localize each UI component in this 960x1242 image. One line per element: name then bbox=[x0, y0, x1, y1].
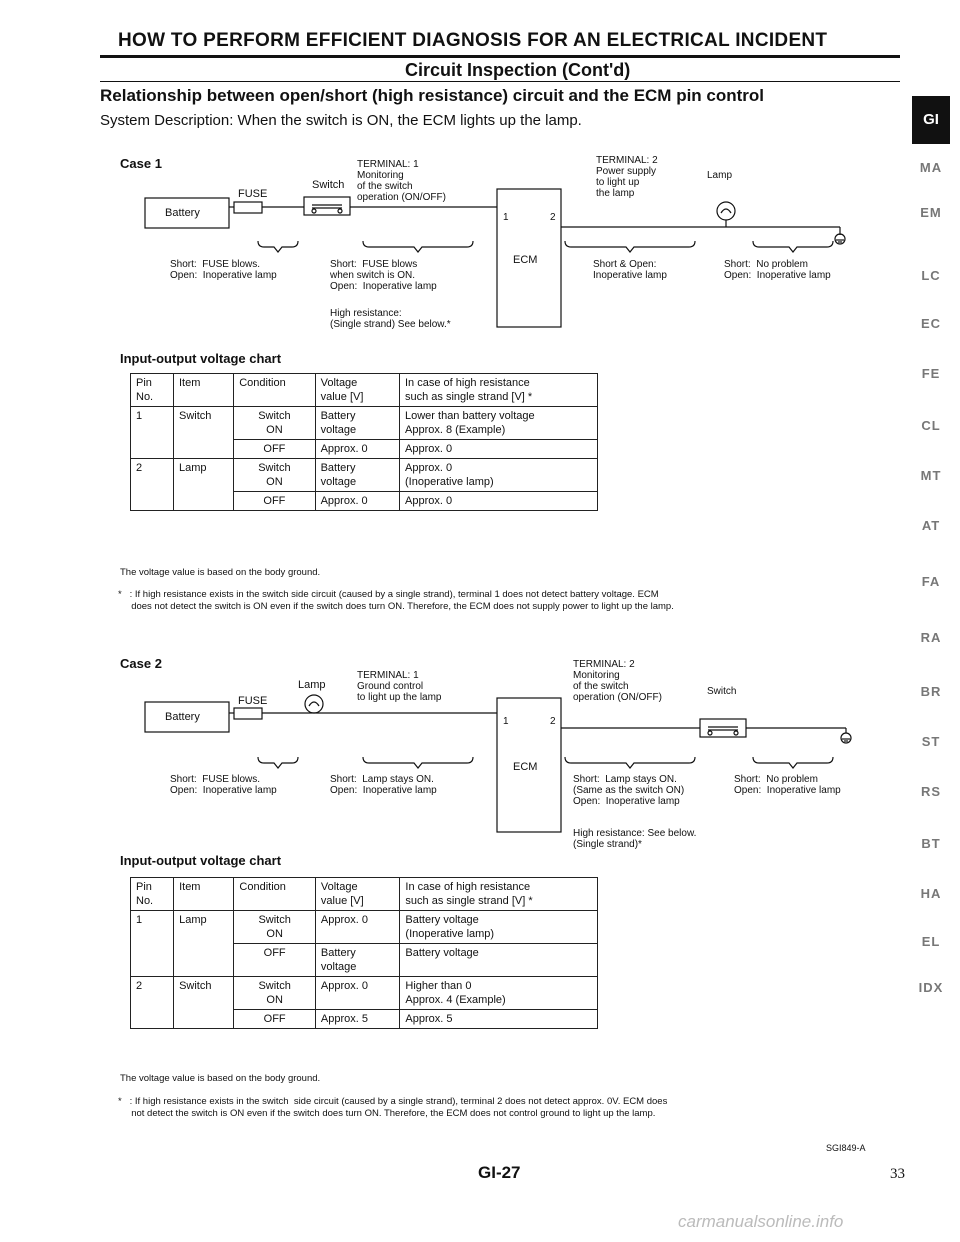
case1-switch-brace bbox=[363, 241, 473, 252]
page-header-title: HOW TO PERFORM EFFICIENT DIAGNOSIS FOR AN ELECTRICAL INCIDENT bbox=[118, 30, 828, 51]
case1-lamp-brace bbox=[753, 241, 833, 252]
case1-cell-item: Switch bbox=[174, 407, 234, 459]
case1-cell-off_hr: Approx. 0 bbox=[400, 492, 598, 511]
page-subtitle: Circuit Inspection (Cont'd) bbox=[405, 60, 631, 80]
side-index-tab-bt[interactable]: BT bbox=[921, 836, 941, 851]
case2-fuse-icon bbox=[234, 708, 262, 719]
side-index-tab-idx[interactable]: IDX bbox=[918, 980, 944, 995]
side-index-tab-cl[interactable]: CL bbox=[921, 418, 941, 433]
case1-header-row bbox=[131, 374, 598, 407]
case1-t2-fault: Short & Open: Inoperative lamp bbox=[593, 259, 667, 281]
side-index-tab-ra[interactable]: RA bbox=[920, 630, 942, 645]
case1-cell-on: Switch ON bbox=[234, 407, 315, 440]
case1-fuse-label: FUSE bbox=[238, 188, 268, 200]
case1-cell-on_hr: Lower than battery voltage Approx. 8 (Example) bbox=[400, 407, 598, 440]
case1-terminal1-text: TERMINAL: 1 Monitoring of the switch operation (ON/OFF) bbox=[357, 159, 446, 203]
side-index-tab-fa[interactable]: FA bbox=[921, 574, 941, 589]
case2-battery-label: Battery bbox=[165, 711, 200, 723]
case2-fuse-fault: Short: FUSE blows. Open: Inoperative lamp bbox=[170, 774, 277, 796]
case2-pin1: 1 bbox=[503, 716, 509, 727]
case2-voltage-table bbox=[130, 877, 598, 1029]
case1-cell-off_v: Approx. 0 bbox=[315, 440, 399, 459]
case1-terminal2-text: TERMINAL: 2 Power supply to light up the lamp bbox=[596, 155, 658, 199]
case1-cell-on_hr: Approx. 0 (Inoperative lamp) bbox=[400, 459, 598, 492]
case2-header-cell: Voltage value [V] bbox=[315, 878, 400, 911]
case2-cell-pin: 1 bbox=[131, 911, 174, 977]
case2-cell-on_hr: Battery voltage (Inoperative lamp) bbox=[400, 911, 598, 944]
case1-cell-off_hr: Approx. 0 bbox=[400, 440, 598, 459]
case1-cell-off_v: Approx. 0 bbox=[315, 492, 399, 511]
case1-fuse-brace bbox=[258, 241, 298, 252]
side-index-tab-lc[interactable]: LC bbox=[921, 268, 941, 283]
case2-cell-on_hr: Higher than 0 Approx. 4 (Example) bbox=[400, 977, 598, 1010]
case2-t2-fault: Short: Lamp stays ON. (Same as the switch ON) Open: Inoperative lamp bbox=[573, 774, 685, 807]
case1-footnote: * : If high resistance exists in the switch side circuit (caused by a single strand), terminal 1 does not detect battery voltage. ECM does not detect the switch is ON even if the switch does turn ON. Therefore, the ECM does not supply power to light up the lamp. bbox=[118, 589, 674, 612]
case2-ecm-label: ECM bbox=[513, 761, 538, 773]
page-number: 33 bbox=[890, 1166, 905, 1182]
case2-fuse-brace bbox=[258, 757, 298, 768]
system-description: System Description: When the switch is ON, the ECM lights up the lamp. bbox=[100, 112, 582, 129]
case2-cell-on_v: Approx. 0 bbox=[315, 911, 400, 944]
case1-high-resistance: High resistance: (Single strand) See below.* bbox=[330, 308, 451, 330]
case1-t2-brace bbox=[565, 241, 695, 252]
case2-cell-on_v: Approx. 0 bbox=[315, 977, 400, 1010]
case1-fuse-icon bbox=[234, 202, 262, 213]
case1-fuse-fault: Short: FUSE blows. Open: Inoperative lamp bbox=[170, 259, 277, 281]
table-row bbox=[131, 911, 598, 944]
case1-switch-label: Switch bbox=[312, 179, 345, 191]
case1-lamp-label: Lamp bbox=[707, 170, 733, 181]
case1-label: Case 1 bbox=[120, 156, 162, 171]
case2-switch-brace bbox=[753, 757, 833, 768]
case1-cell-on_v: Battery voltage bbox=[315, 407, 399, 440]
page-id: GI-27 bbox=[478, 1163, 521, 1182]
case1-cell-on: Switch ON bbox=[234, 459, 315, 492]
section-heading: Relationship between open/short (high resistance) circuit and the ECM pin control bbox=[100, 86, 765, 105]
case2-footnote: * : If high resistance exists in the switch side circuit (caused by a single strand), terminal 2 does not detect approx. 0V. ECM does not detect the switch is ON even if the switch does turn ON. Therefore, the ECM does not control ground to light up the lamp. bbox=[118, 1096, 668, 1119]
case1-cell-on_v: Battery voltage bbox=[315, 459, 399, 492]
case1-header-cell: Condition bbox=[234, 374, 315, 407]
case2-label: Case 2 bbox=[120, 656, 162, 671]
case1-switch-icon bbox=[304, 197, 350, 215]
case2-cell-off_hr: Battery voltage bbox=[400, 944, 598, 977]
side-index-tab-st[interactable]: ST bbox=[921, 734, 941, 749]
side-index-tab-em[interactable]: EM bbox=[920, 205, 942, 220]
case2-lamp-fault: Short: Lamp stays ON. Open: Inoperative lamp bbox=[330, 774, 437, 796]
case1-lamp-icon bbox=[717, 202, 735, 220]
case2-cell-on: Switch ON bbox=[234, 911, 316, 944]
case1-cell-off: OFF bbox=[234, 492, 315, 511]
case2-header-cell: Condition bbox=[234, 878, 316, 911]
case2-high-resistance: High resistance: See below. (Single strand)* bbox=[573, 828, 697, 850]
case1-voltage-table bbox=[130, 373, 598, 511]
case2-cell-off: OFF bbox=[234, 944, 316, 977]
side-index-tab-el[interactable]: EL bbox=[921, 934, 941, 949]
case2-cell-on: Switch ON bbox=[234, 977, 316, 1010]
case2-switch-fault: Short: No problem Open: Inoperative lamp bbox=[734, 774, 841, 796]
case1-battery-label: Battery bbox=[165, 207, 200, 219]
case2-chart-title: Input-output voltage chart bbox=[120, 853, 282, 868]
case2-terminal1-text: TERMINAL: 1 Ground control to light up the lamp bbox=[357, 670, 442, 703]
side-index-tab-mt[interactable]: MT bbox=[920, 468, 942, 483]
case1-chart-title: Input-output voltage chart bbox=[120, 351, 282, 366]
case1-ecm-label: ECM bbox=[513, 254, 538, 266]
case2-t2-brace bbox=[565, 757, 695, 768]
table-row bbox=[131, 407, 598, 440]
figure-code: SGI849-A bbox=[826, 1143, 866, 1153]
case2-header-cell: In case of high resistance such as single strand [V] * bbox=[400, 878, 598, 911]
side-index-tab-at[interactable]: AT bbox=[921, 518, 941, 533]
case1-header-cell: Item bbox=[174, 374, 234, 407]
case2-lamp-icon bbox=[305, 695, 323, 713]
case1-ground-note: The voltage value is based on the body ground. bbox=[120, 567, 321, 578]
case1-lamp-fault: Short: No problem Open: Inoperative lamp bbox=[724, 259, 831, 281]
side-index-active-tab[interactable]: GI bbox=[912, 96, 950, 144]
case2-switch-icon bbox=[700, 719, 746, 737]
case2-fuse-label: FUSE bbox=[238, 695, 268, 707]
case1-header-cell: In case of high resistance such as single strand [V] * bbox=[400, 374, 598, 407]
side-index-tab-ec[interactable]: EC bbox=[920, 316, 942, 331]
case2-header-cell: Item bbox=[174, 878, 234, 911]
table-row bbox=[131, 977, 598, 1010]
side-index-tab-ma[interactable]: MA bbox=[919, 160, 943, 175]
case2-ground-note: The voltage value is based on the body ground. bbox=[120, 1073, 321, 1084]
case1-pin2: 2 bbox=[550, 212, 556, 223]
case1-cell-pin: 1 bbox=[131, 407, 174, 459]
case2-cell-off_hr: Approx. 5 bbox=[400, 1010, 598, 1029]
case2-header-cell: Pin No. bbox=[131, 878, 174, 911]
case1-header-cell: Voltage value [V] bbox=[315, 374, 399, 407]
case2-cell-item: Lamp bbox=[174, 911, 234, 977]
case2-pin2: 2 bbox=[550, 716, 556, 727]
side-index-tab-fe[interactable]: FE bbox=[921, 366, 941, 381]
case1-switch-fault: Short: FUSE blows when switch is ON. Open: Inoperative lamp bbox=[330, 259, 437, 292]
case2-lamp-brace bbox=[363, 757, 473, 768]
case1-cell-pin: 2 bbox=[131, 459, 174, 511]
case2-switch-label: Switch bbox=[707, 686, 737, 697]
case2-header-row bbox=[131, 878, 598, 911]
case2-cell-item: Switch bbox=[174, 977, 234, 1029]
case1-header-cell: Pin No. bbox=[131, 374, 174, 407]
case1-pin1: 1 bbox=[503, 212, 509, 223]
case1-cell-item: Lamp bbox=[174, 459, 234, 511]
table-row bbox=[131, 459, 598, 492]
case2-terminal2-text: TERMINAL: 2 Monitoring of the switch operation (ON/OFF) bbox=[573, 659, 662, 703]
case2-lamp-label: Lamp bbox=[298, 679, 326, 691]
side-index-tab-ha[interactable]: HA bbox=[920, 886, 942, 901]
case1-cell-off: OFF bbox=[234, 440, 315, 459]
side-index-tab-rs[interactable]: RS bbox=[920, 784, 942, 799]
case2-cell-off: OFF bbox=[234, 1010, 316, 1029]
watermark: carmanualsonline.info bbox=[678, 1212, 844, 1231]
side-index-tab-br[interactable]: BR bbox=[920, 684, 942, 699]
case2-cell-off_v: Approx. 5 bbox=[315, 1010, 400, 1029]
case2-cell-pin: 2 bbox=[131, 977, 174, 1029]
case2-cell-off_v: Battery voltage bbox=[315, 944, 400, 977]
